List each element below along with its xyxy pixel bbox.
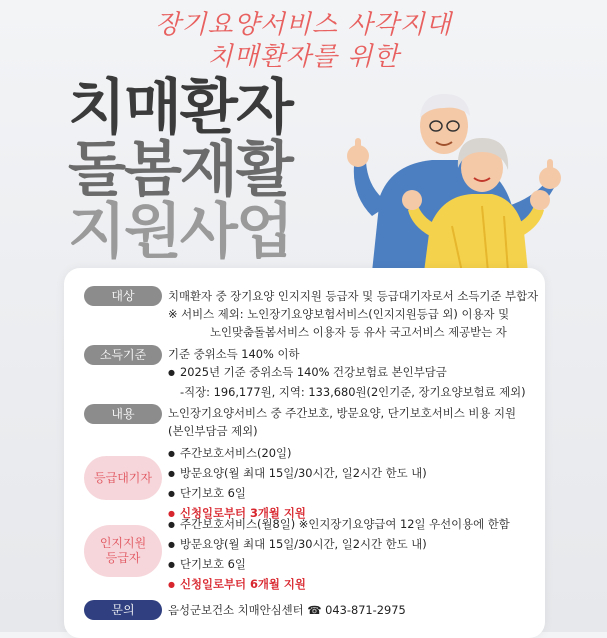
- waiting-item-1: ● 주간보호서비스(20일): [168, 444, 540, 464]
- contact-text: 음성군보건소 치매안심센터 ☎ 043-871-2975: [168, 603, 406, 617]
- label-cognitive-line-1: 인지지원: [99, 536, 147, 550]
- title-line-2: 돌봄재활: [68, 135, 292, 205]
- waiting-item-3: ● 단기보호 6일: [168, 484, 540, 504]
- label-contact: 문의: [84, 600, 162, 620]
- income-text: [168, 345, 540, 401]
- subtitle-line-2: 치매환자를 위한: [207, 42, 400, 72]
- label-target: 대상: [84, 286, 162, 306]
- income-line-2: ● 2025년 기준 중위소득 140% 건강보험료 본인부담금: [168, 363, 540, 383]
- label-waiting: 등급대기자: [84, 456, 162, 500]
- label-content: 내용: [84, 404, 162, 424]
- cognitive-item-2: ● 방문요양(월 최대 15일/30시간, 일2시간 한도 내): [168, 535, 540, 555]
- elderly-couple-illustration: [332, 86, 572, 272]
- title-line-1: 치매환자: [68, 73, 292, 143]
- info-card: [64, 268, 545, 638]
- cognitive-list: [168, 515, 540, 595]
- cognitive-item-1: ● 주간보호서비스(월8일) ※인지장기요양급여 12일 우선이용에 한함: [168, 515, 540, 535]
- cognitive-item-3: ● 단기보호 6일: [168, 555, 540, 575]
- content-line-2: (본인부담금 제외): [168, 424, 258, 438]
- waiting-list: [168, 444, 540, 524]
- target-line-3: 노인맞춤돌봄서비스 이용자 등 유사 국고서비스 제공받는 자: [210, 325, 507, 339]
- income-line-1: 기준 중위소득 140% 이하: [168, 347, 300, 361]
- waiting-item-4: ● 신청일로부터 3개월 지원: [168, 504, 540, 524]
- label-income: 소득기준: [84, 345, 162, 365]
- income-line-3: -직장: 196,177원, 지역: 133,680원(2인기준, 장기요양보험료 제외): [180, 385, 526, 399]
- subtitle-line-1: 장기요양서비스 사각지대: [155, 10, 452, 40]
- cognitive-item-4: ● 신청일로부터 6개월 지원: [168, 575, 540, 595]
- waiting-item-2: ● 방문요양(월 최대 15일/30시간, 일2시간 한도 내): [168, 464, 540, 484]
- title-line-3: 지원사업: [68, 197, 292, 267]
- target-text: [168, 287, 540, 341]
- content-text: [168, 404, 540, 440]
- target-line-2: ※ 서비스 제외: 노인장기요양보험서비스(인지지원등급 외) 이용자 및: [168, 307, 510, 321]
- label-cognitive-line-2: 등급자: [105, 551, 141, 565]
- content-line-1: 노인장기요양서비스 중 주간보호, 방문요양, 단기보호서비스 비용 지원: [168, 406, 517, 420]
- target-line-1: 치매환자 중 장기요양 인지지원 등급자 및 등급대기자로서 소득기준 부합자: [168, 289, 539, 303]
- label-cognitive: [84, 525, 162, 577]
